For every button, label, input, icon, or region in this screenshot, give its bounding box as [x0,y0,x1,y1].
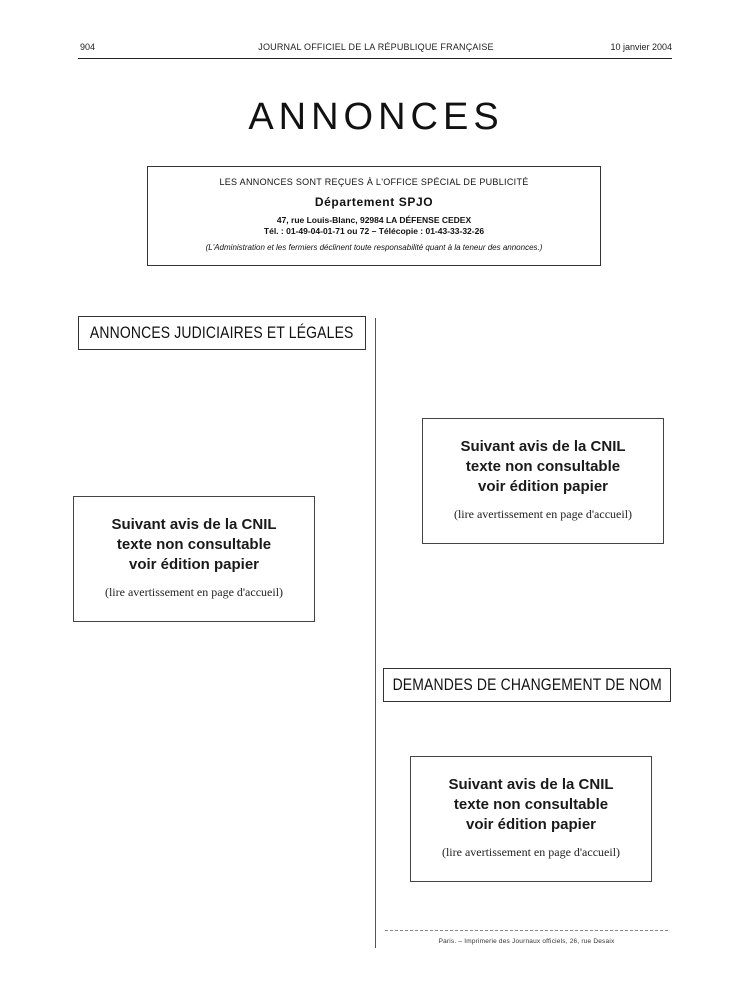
address-line: 47, rue Louis-Blanc, 92984 LA DÉFENSE CEDEX [276,215,472,225]
printer-footer: Paris. – Imprimerie des Journaux officiels, 26, rue Desaix [438,938,615,945]
cnil-note: (lire avertissement en page d'accueil) [441,845,621,859]
column-divider [375,318,376,948]
cnil-line-2: texte non consultable [465,458,621,475]
info-box [147,166,601,266]
cnil-line-3: voir édition papier [465,816,597,833]
page-title: ANNONCES [248,96,504,138]
cnil-note: (lire avertissement en page d'accueil) [453,507,633,521]
section-heading: ANNONCES JUDICIAIRES ET LÉGALES [90,323,354,342]
cnil-line-3: voir édition papier [128,556,260,573]
cnil-note: (lire avertissement en page d'accueil) [104,585,284,599]
cnil-line-1: Suivant avis de la CNIL [111,516,277,533]
page-number: 904 [80,42,96,52]
info-line: LES ANNONCES SONT REÇUES À L'OFFICE SPÉCIAL DE PUBLICITÉ [219,177,529,187]
address-block [148,215,600,237]
header-rule [78,58,672,59]
cnil-line-2: texte non consultable [116,536,272,553]
cnil-line-1: Suivant avis de la CNIL [460,438,626,455]
section-name-change [383,668,671,702]
cnil-line-1: Suivant avis de la CNIL [448,776,614,793]
section-heading: DEMANDES DE CHANGEMENT DE NOM [392,675,662,694]
issue-date: 10 janvier 2004 [610,42,672,52]
section-judicial-legal [78,316,366,350]
cnil-notice [422,418,664,544]
journal-title: JOURNAL OFFICIEL DE LA RÉPUBLIQUE FRANÇAISE [258,42,494,52]
cnil-notice [410,756,652,882]
cnil-line-2: texte non consultable [453,796,609,813]
footer-rule [385,930,668,931]
cnil-line-3: voir édition papier [477,478,609,495]
department-name: Département SPJO [314,195,434,209]
phone-line: Tél. : 01-49-04-01-71 ou 72 – Télécopie : 01-43-33-32-26 [263,226,485,236]
cnil-notice [73,496,315,622]
disclaimer: (L'Administration et les fermiers déclinent toute responsabilité quant à la teneur des annonces.) [205,243,543,252]
